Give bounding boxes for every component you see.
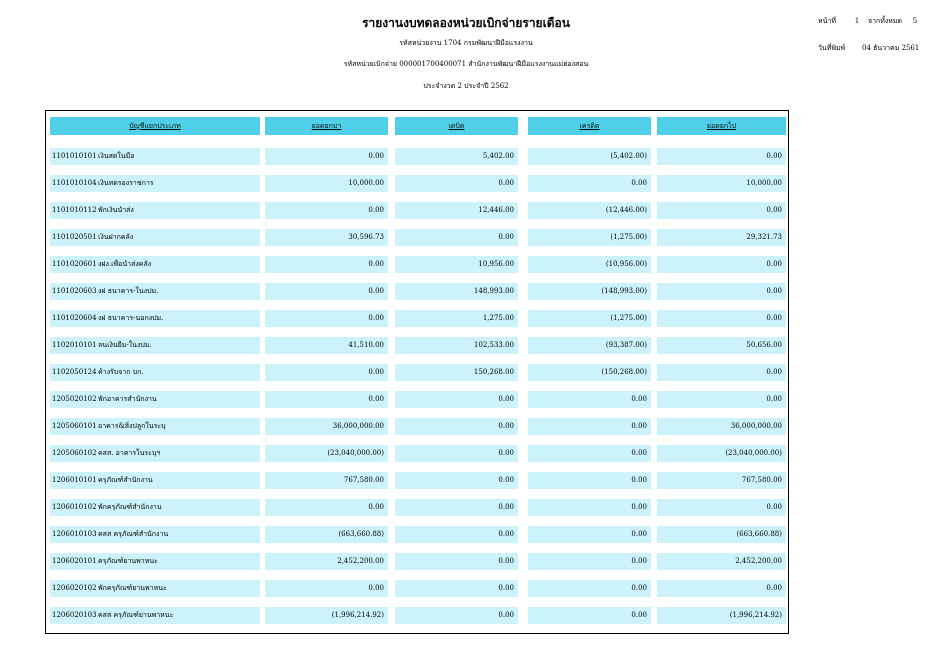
account-name: งฝง.เพื่อนำส่งคลัง [98,260,152,268]
account-cell [50,472,260,489]
account-code: 1101020603 [52,287,97,295]
account-code: 1101020601 [52,260,97,268]
closing-balance-cell: 0.00 [657,310,786,327]
table-row [46,334,788,361]
closing-balance-cell: (23,040,000.00) [657,445,786,462]
credit-cell: 0.00 [528,553,651,570]
closing-balance-cell: 0.00 [657,364,786,381]
opening-balance-cell: 767,580.00 [265,472,388,489]
print-date-label: วันที่พิมพ์ [818,44,846,52]
account-cell [50,580,260,597]
debit-cell: 148,993.00 [395,283,518,300]
table-row [46,280,788,307]
credit-cell: 0.00 [528,391,651,408]
account-code: 1206020101 [52,557,97,565]
account-code: 1102010101 [52,341,97,349]
debit-cell: 12,446.00 [395,202,518,219]
account-name: พักอาคารสำนักงาน [98,395,157,403]
opening-balance-cell: 0.00 [265,202,388,219]
account-name: เงินทดรองราชการ [98,179,154,187]
account-cell [50,202,260,219]
debit-cell: 102,533.00 [395,337,518,354]
account-code: 1206010103 [52,530,97,538]
credit-cell: (1,275.00) [528,229,651,246]
closing-balance-cell: 0.00 [657,499,786,516]
table-body [46,145,788,631]
report-title: รายงานงบทดลองหน่วยเบิกจ่ายรายเดือน [362,16,570,30]
opening-balance-cell: (23,040,000.00) [265,445,388,462]
table-row [46,361,788,388]
agency-line: รหัสหน่วยงาน 1704 กรมพัฒนาฝีมือแรงงาน [399,39,533,47]
account-cell [50,310,260,327]
column-header-account: บัญชีแยกประเภท [50,117,260,135]
account-code: 1101010104 [52,179,97,187]
opening-balance-cell: (1,996,214.92) [265,607,388,624]
table-row [46,388,788,415]
closing-balance-cell: 36,000,000.00 [657,418,786,435]
account-cell [50,148,260,165]
total-pages: 5 [912,17,918,25]
account-name: คสส. อาคารในระบุฯ [98,449,161,457]
closing-balance-cell: 0.00 [657,391,786,408]
closing-balance-cell: 10,000.00 [657,175,786,192]
table-row [46,226,788,253]
account-cell [50,607,260,624]
table-row [46,172,788,199]
table-row [46,307,788,334]
debit-cell: 0.00 [395,472,518,489]
debit-cell: 1,275.00 [395,310,518,327]
disbursement-unit-line: รหัสหน่วยเบิกจ่าย 000001700400071 สำนักงานพัฒนาฝีมือแรงงานแม่ฮ่องสอน [343,60,589,68]
account-name: พักครุภัณฑ์ยานพาหนะ [98,584,167,592]
trial-balance-table [45,110,789,634]
table-row [46,496,788,523]
debit-cell: 0.00 [395,445,518,462]
closing-balance-cell: (1,996,214.92) [657,607,786,624]
account-cell [50,499,260,516]
account-code: 1205060101 [52,422,97,430]
account-code: 1206010102 [52,503,97,511]
closing-balance-cell: 2,452,200.00 [657,553,786,570]
account-name: พักเงินนำส่ง [98,206,134,214]
credit-cell: 0.00 [528,580,651,597]
opening-balance-cell: 0.00 [265,391,388,408]
credit-cell: (12,446.00) [528,202,651,219]
opening-balance-cell: 0.00 [265,499,388,516]
closing-balance-cell: 0.00 [657,148,786,165]
page-label: หน้าที่ [818,17,836,25]
account-name: ครุภัณฑ์สำนักงาน [98,476,153,484]
opening-balance-cell: 0.00 [265,148,388,165]
opening-balance-cell: 36,000,000.00 [265,418,388,435]
account-code: 1101020501 [52,233,97,241]
account-name: อาคาร&สิ่งปลูกในระบุ [98,422,166,430]
credit-cell: (93,387.00) [528,337,651,354]
column-header-closing: ยอดยกไป [657,117,786,135]
credit-cell: (1,275.00) [528,310,651,327]
table-row [46,469,788,496]
print-date: 04 ธันวาคม 2561 [862,44,920,52]
opening-balance-cell: 2,452,200.00 [265,553,388,570]
closing-balance-cell: (663,660.88) [657,526,786,543]
account-cell [50,391,260,408]
debit-cell: 0.00 [395,580,518,597]
page-number: 1 [854,17,860,25]
closing-balance-cell: 50,656.00 [657,337,786,354]
table-row [46,577,788,604]
debit-cell: 0.00 [395,553,518,570]
credit-cell: (150,268.00) [528,364,651,381]
credit-cell: 0.00 [528,418,651,435]
account-name: ค้างรับจาก บก. [98,368,144,376]
closing-balance-cell: 0.00 [657,283,786,300]
account-name: งฝ ธนาคาร-ในงปม. [98,287,159,295]
page-meta [818,14,926,68]
total-pages-label: จากทั้งหมด [868,17,903,25]
table-row [46,604,788,631]
account-name: คสส ครุภัณฑ์สำนักงาน [98,530,169,538]
table-row [46,199,788,226]
debit-cell: 0.00 [395,499,518,516]
opening-balance-cell: 30,596.73 [265,229,388,246]
credit-cell: (5,402.00) [528,148,651,165]
period-line: ประจำงวด 2 ประจำปี 2562 [423,82,509,90]
opening-balance-cell: 10,000.00 [265,175,388,192]
table-row [46,145,788,172]
opening-balance-cell: 0.00 [265,283,388,300]
credit-cell: 0.00 [528,526,651,543]
credit-cell: 0.00 [528,499,651,516]
account-code: 1101010112 [52,206,97,214]
debit-cell: 0.00 [395,526,518,543]
opening-balance-cell: 0.00 [265,256,388,273]
account-cell [50,553,260,570]
debit-cell: 10,956.00 [395,256,518,273]
opening-balance-cell: (663,660.88) [265,526,388,543]
credit-cell: 0.00 [528,445,651,462]
account-code: 1206020102 [52,584,97,592]
closing-balance-cell: 0.00 [657,580,786,597]
credit-cell: (148,993.00) [528,283,651,300]
account-cell [50,418,260,435]
closing-balance-cell: 0.00 [657,256,786,273]
column-header-opening: ยอดยกมา [265,117,388,135]
account-cell [50,337,260,354]
account-cell [50,229,260,246]
debit-cell: 0.00 [395,607,518,624]
account-code: 1102050124 [52,368,97,376]
account-name: งฝ ธนาคาร-นอกงปม. [98,314,164,322]
credit-cell: (10,956.00) [528,256,651,273]
table-row [46,253,788,280]
closing-balance-cell: 0.00 [657,202,786,219]
closing-balance-cell: 767,580.00 [657,472,786,489]
debit-cell: 150,268.00 [395,364,518,381]
account-cell [50,445,260,462]
account-name: ครุภัณฑ์ยานพาหนะ [98,557,158,565]
account-code: 1206010101 [52,476,97,484]
table-row [46,442,788,469]
account-code: 1205020102 [52,395,97,403]
column-header-debit: เดบิต [395,117,518,135]
account-code: 1101020604 [52,314,97,322]
account-name: เงินฝากคลัง [98,233,134,241]
account-name: คสส ครุภัณฑ์ยานพาหนะ [98,611,174,619]
debit-cell: 0.00 [395,391,518,408]
opening-balance-cell: 0.00 [265,580,388,597]
account-cell [50,526,260,543]
table-row [46,523,788,550]
debit-cell: 0.00 [395,175,518,192]
debit-cell: 0.00 [395,418,518,435]
closing-balance-cell: 29,321.73 [657,229,786,246]
debit-cell: 5,402.00 [395,148,518,165]
opening-balance-cell: 0.00 [265,310,388,327]
credit-cell: 0.00 [528,175,651,192]
debit-cell: 0.00 [395,229,518,246]
account-cell [50,364,260,381]
account-cell [50,283,260,300]
account-code: 1205060102 [52,449,97,457]
account-cell [50,175,260,192]
account-name: พักครุภัณฑ์สำนักงาน [98,503,162,511]
account-name: ลนเงินยืม-ในงปม. [98,341,152,349]
opening-balance-cell: 0.00 [265,364,388,381]
account-name: เงินสดในมือ [98,152,135,160]
table-row [46,550,788,577]
account-code: 1101010101 [52,152,97,160]
account-cell [50,256,260,273]
opening-balance-cell: 41,510.00 [265,337,388,354]
credit-cell: 0.00 [528,472,651,489]
credit-cell: 0.00 [528,607,651,624]
column-header-credit: เครดิต [528,117,651,135]
account-code: 1206020103 [52,611,97,619]
table-row [46,415,788,442]
